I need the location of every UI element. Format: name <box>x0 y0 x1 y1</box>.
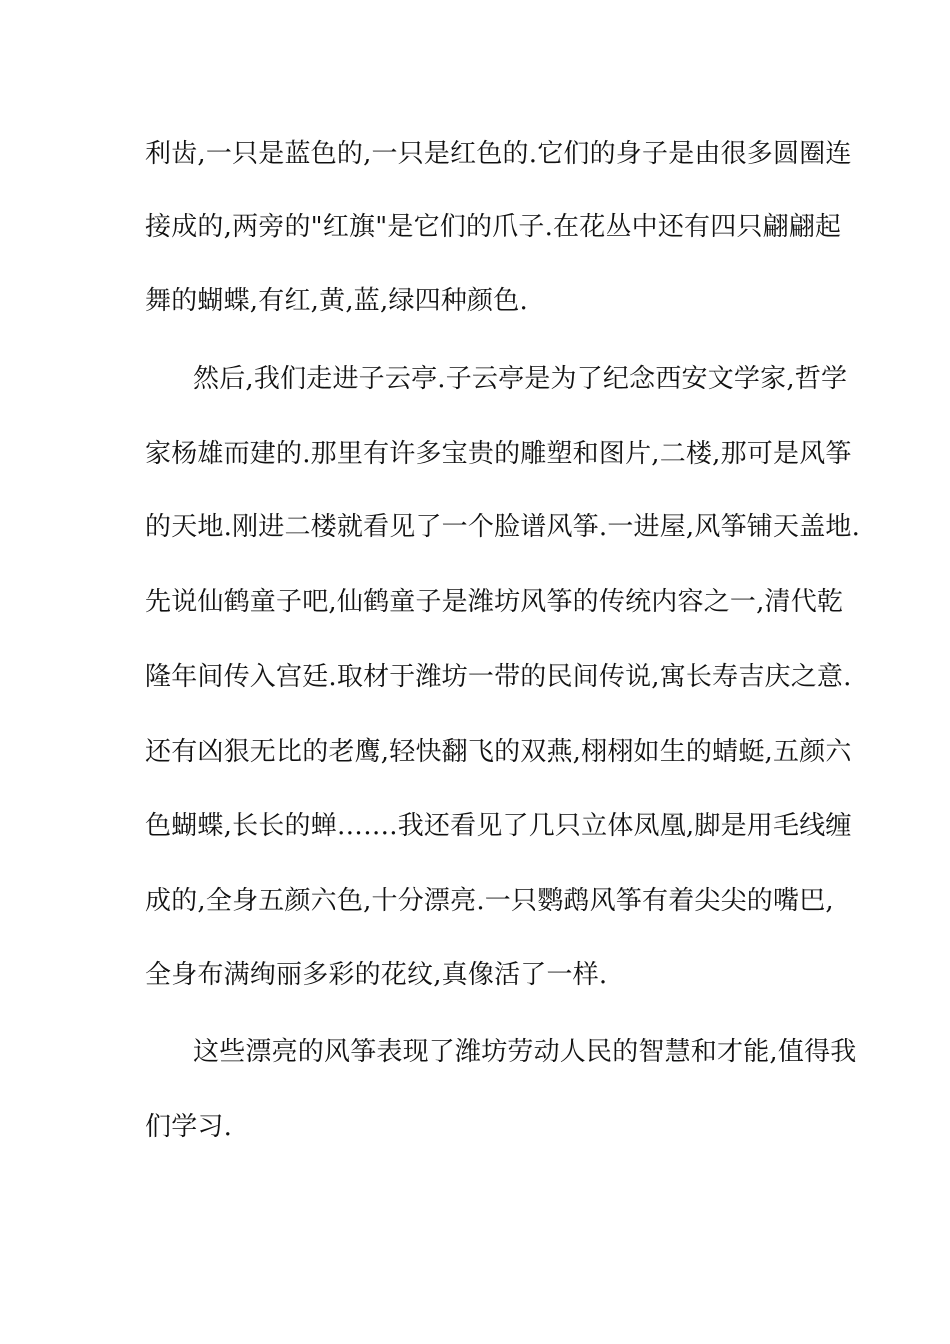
text-line: 色蝴蝶,长长的蝉…….我还看见了几只立体凤凰,脚是用毛线缠 <box>145 811 852 841</box>
text-line: 全身布满绚丽多彩的花纹,真像活了一样. <box>145 960 608 990</box>
text-line: 的天地.刚进二楼就看见了一个脸谱风筝.一进屋,风筝铺天盖地. <box>145 512 861 542</box>
text-line: 家杨雄而建的.那里有许多宝贵的雕塑和图片,二楼,那可是风筝 <box>145 439 852 469</box>
text-line: 舞的蝴蝶,有红,黄,蓝,绿四种颜色. <box>145 286 528 316</box>
text-line: 利齿,一只是蓝色的,一只是红色的.它们的身子是由很多圆圈连 <box>145 139 852 169</box>
text-line: 成的,全身五颜六色,十分漂亮.一只鹦鹉风筝有着尖尖的嘴巴, <box>145 886 834 916</box>
text-line: 先说仙鹤童子吧,仙鹤童子是潍坊风筝的传统内容之一,清代乾 <box>145 587 844 617</box>
text-line: 隆年间传入宫廷.取材于潍坊一带的民间传说,寓长寿吉庆之意. <box>145 662 852 692</box>
text-line: 接成的,两旁的"红旗"是它们的爪子.在花丛中还有四只翩翩起 <box>145 212 842 242</box>
text-line: 们学习. <box>145 1112 233 1142</box>
text-line: 然后,我们走进子云亭.子云亭是为了纪念西安文学家,哲学 <box>193 364 848 394</box>
text-line: 还有凶狠无比的老鹰,轻快翻飞的双燕,栩栩如生的蜻蜓,五颜六 <box>145 737 852 767</box>
text-line: 这些漂亮的风筝表现了潍坊劳动人民的智慧和才能,值得我 <box>193 1037 857 1067</box>
